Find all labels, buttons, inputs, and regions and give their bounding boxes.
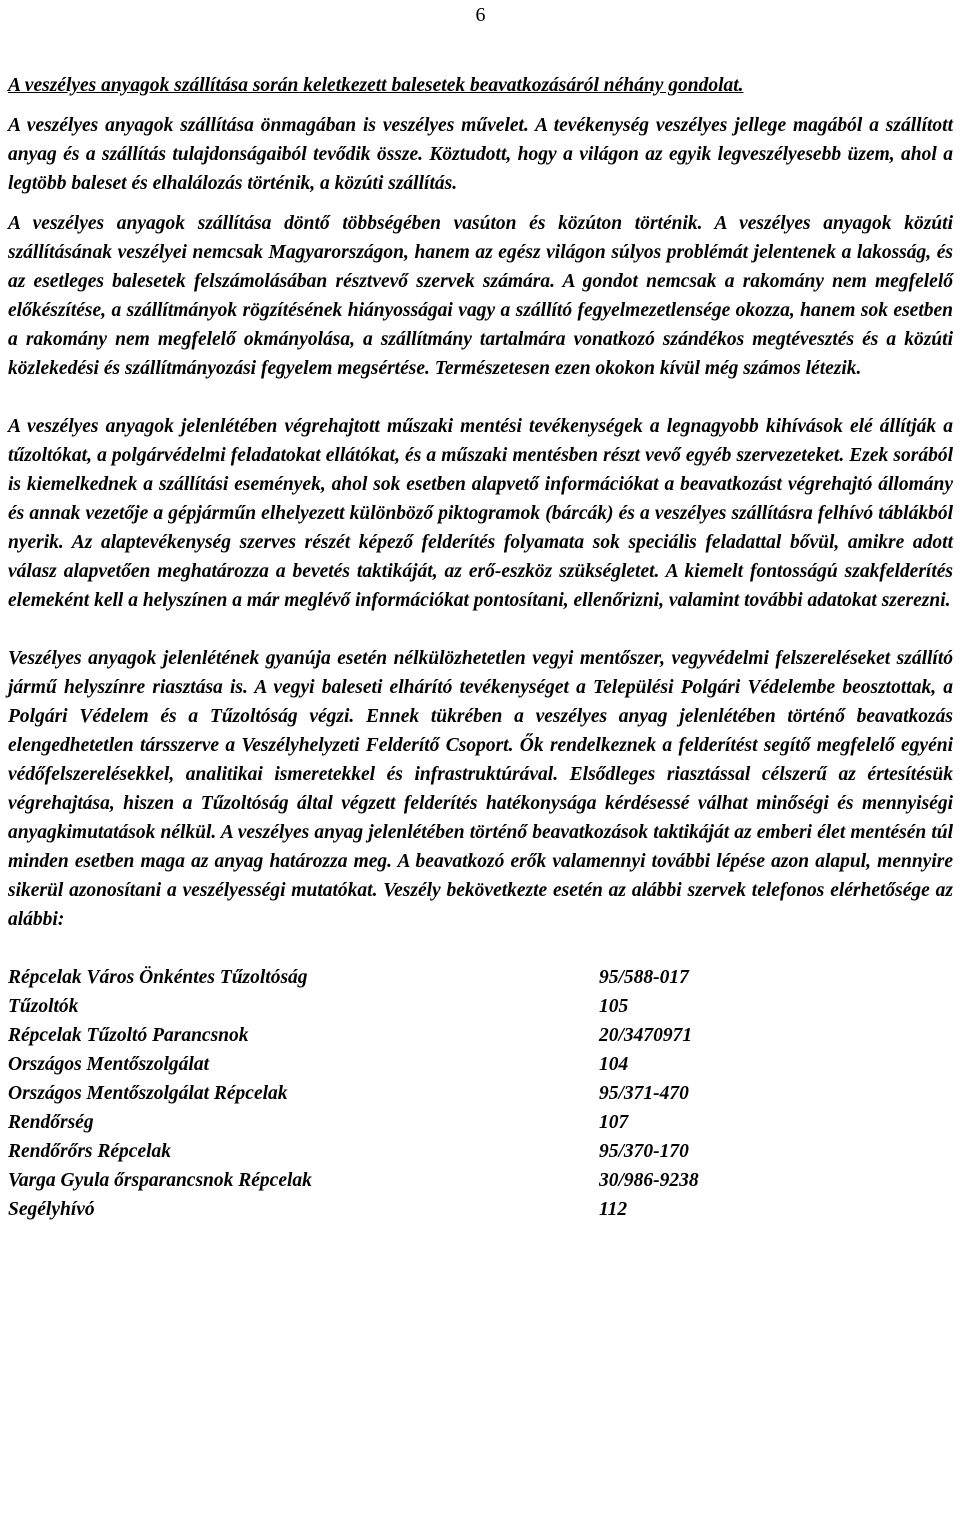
contact-name: Rendőrőrs Répcelak bbox=[8, 1141, 172, 1162]
contact-name: Országos Mentőszolgálat Répcelak bbox=[8, 1083, 288, 1104]
contact-phone: 95/370-170 bbox=[599, 1141, 689, 1162]
contact-phone: 104 bbox=[599, 1054, 629, 1075]
contact-row bbox=[8, 992, 953, 1021]
contact-row bbox=[8, 1050, 953, 1079]
contact-phone: 30/986-9238 bbox=[599, 1170, 699, 1191]
contact-name: Országos Mentőszolgálat bbox=[8, 1054, 209, 1075]
contact-name: Répcelak Tűzoltó Parancsnok bbox=[8, 1025, 249, 1046]
page-number: 6 bbox=[475, 4, 486, 26]
paragraph-3: A veszélyes anyagok jelenlétében végrehajtott műszaki mentési tevékenységek a legnagyobb kihívások elé állítják a tűzoltókat, a polgárvédelmi feladatokat ellátókat, és a műszaki mentésben részt vevő egyéb szervezeteket. Ezek sorából is kiemelkednek a szállítási események, ahol sok esetben alapvető információkat a beavatkozást végrehajtó állomány és annak vezetője a gépjárműn elhelyezett különböző piktogramok (bárcák) és a veszélyes szállításra felhívó táblákból nyerik. Az alaptevékenység szerves részét képező felderítés folyamata sok speciális feladattal bővül, amikre adott válasz alapvetően meghatározza a bevetés taktikáját, az erő-eszköz szükségletet. A kiemelt fontosságú szakfelderítés elemeként kell a helyszínen a már meglévő információkat pontosítani, ellenőrizni, valamint további adatokat szerezni. bbox=[8, 416, 953, 611]
contact-row bbox=[8, 963, 953, 992]
contact-row bbox=[8, 1137, 953, 1166]
section-heading: A veszélyes anyagok szállítása során keletkezett balesetek beavatkozásáról néhány gondolat. bbox=[8, 75, 744, 96]
paragraph-1: A veszélyes anyagok szállítása önmagában is veszélyes művelet. A tevékenység veszélyes jellege magából a szállított anyag és a szállítás tulajdonságaiból tevődik össze. Köztudott, hogy a világon az egyik legveszélyesebb üzem, ahol a legtöbb baleset és elhalálozás történik, a közúti szállítás. bbox=[8, 115, 953, 194]
contact-phone: 105 bbox=[599, 996, 629, 1017]
contact-name: Varga Gyula őrsparancsnok Répcelak bbox=[8, 1170, 312, 1191]
contact-row bbox=[8, 1108, 953, 1137]
contact-phone: 95/371-470 bbox=[599, 1083, 689, 1104]
contact-name: Répcelak Város Önkéntes Tűzoltóság bbox=[8, 967, 308, 988]
contact-phone: 112 bbox=[599, 1199, 628, 1220]
paragraph-4: Veszélyes anyagok jelenlétének gyanúja esetén nélkülözhetetlen vegyi mentőszer, vegyvédelmi felszereléseket szállító jármű helyszínre riasztása is. A vegyi baleseti elhárító tevékenységet a Települési Polgári Védelembe beosztottak, a Polgári Védelem és a Tűzoltóság végzi. Ennek tükrében a veszélyes anyag jelenlétében történő beavatkozás elengedhetetlen társszerve a Veszélyhelyzeti Felderítő Csoport. Ők rendelkeznek a felderítést segítő megfelelő egyéni védőfelszerelésekkel, analitikai ismeretekkel és infrastruktúrával. Elsődleges riasztással célszerű az értesítésük végrehajtása, hiszen a Tűzoltóság által végzett felderítés hatékonysága kérdésessé válhat minőségi és mennyiségi anyagkimutatások nélkül. A veszélyes anyag jelenlétében történő beavatkozások taktikáját az emberi élet mentésén túl minden esetben maga az anyag határozza meg. A beavatkozó erők valamennyi további lépése azon alapul, mennyire sikerül azonosítani a veszélyességi mutatókat. Veszély bekövetkezte esetén az alábbi szervek telefonos elérhetősége az alábbi: bbox=[8, 648, 953, 930]
contact-row bbox=[8, 1021, 953, 1050]
contact-row bbox=[8, 1195, 953, 1224]
contact-phone: 95/588-017 bbox=[599, 967, 689, 988]
contact-name: Segélyhívó bbox=[8, 1199, 95, 1220]
contact-phone: 20/3470971 bbox=[599, 1025, 693, 1046]
contact-name: Tűzoltók bbox=[8, 996, 79, 1017]
paragraph-2: A veszélyes anyagok szállítása döntő többségében vasúton és közúton történik. A veszélyes anyagok közúti szállításának veszélyei nemcsak Magyarországon, hanem az egész világon súlyos problémát jelentenek a lakosság, és az esetleges balesetek felszámolásában résztvevő szervek számára. A gondot nemcsak a rakomány nem megfelelő előkészítése, a szállítmányok rögzítésének hiányosságai vagy a szállító fegyelmezetlensége okozza, hanem sok esetben a rakomány nem megfelelő okmányolása, a szállítmány tartalmára vonatkozó szándékos megtévesztés és a közúti közlekedési és szállítmányozási fegyelem megsértése. Természetesen ezen okokon kívül még számos létezik. bbox=[8, 213, 953, 379]
contact-row bbox=[8, 1166, 953, 1195]
contact-list bbox=[8, 963, 953, 1224]
contact-row bbox=[8, 1079, 953, 1108]
contact-phone: 107 bbox=[599, 1112, 629, 1133]
contact-name: Rendőrség bbox=[8, 1112, 94, 1133]
